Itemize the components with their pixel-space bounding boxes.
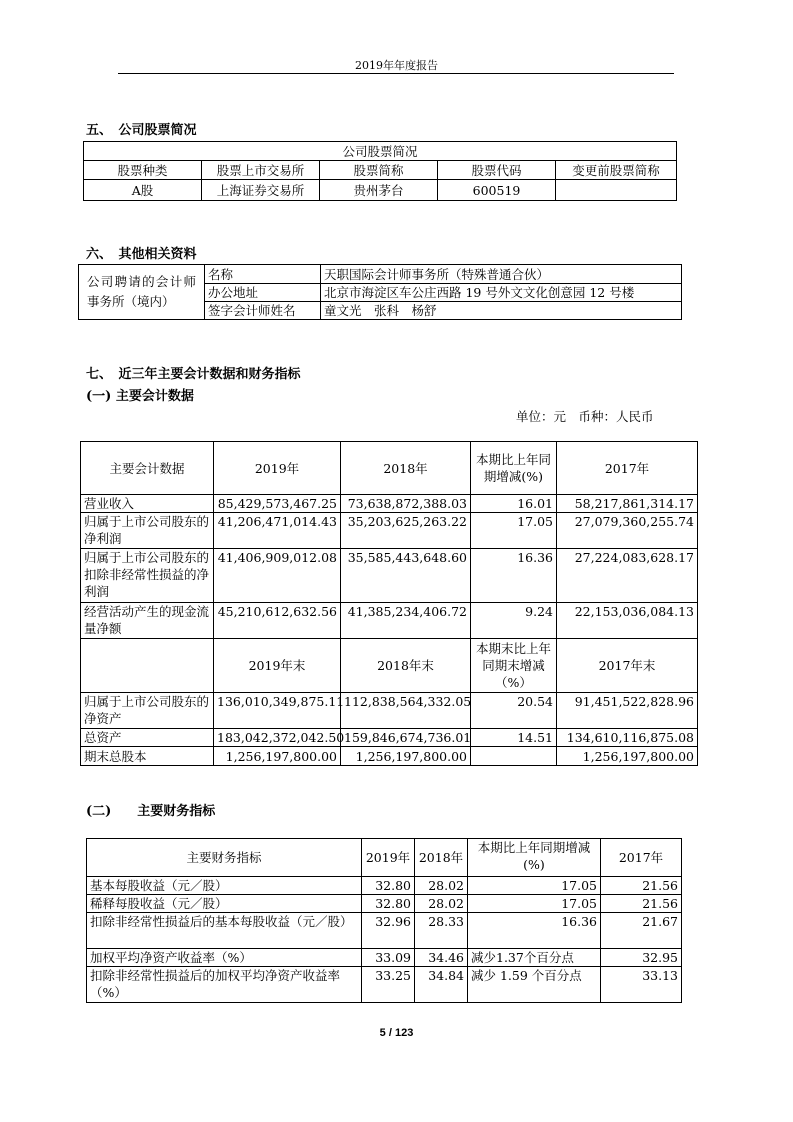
unit-note: 单位：元 币种：人民币: [516, 409, 654, 424]
section5-heading: 五、 公司股票简况: [86, 123, 197, 138]
table-row: [87, 877, 682, 895]
value-cell: 22,153,036,084.13: [557, 603, 698, 639]
value-cell: 33.13: [601, 967, 682, 1003]
row-label: 扣除非经常性损益后的基本每股收益（元／股）: [87, 913, 362, 949]
value-cell: 21.67: [601, 913, 682, 949]
row-label: 稀释每股收益（元／股）: [87, 895, 362, 913]
col-header: 变更前股票简称: [556, 161, 677, 180]
table-row: [81, 729, 698, 747]
table-row: [87, 949, 682, 967]
value-cell: 33.25: [362, 967, 415, 1003]
row-label: 扣除非经常性损益后的加权平均净资产收益率（%）: [87, 967, 362, 1003]
col-header: 主要会计数据: [81, 442, 214, 495]
col-header: [81, 639, 214, 693]
value-cell: 1,256,197,800.00: [214, 747, 341, 766]
col-header: 股票简称: [320, 161, 438, 180]
value-cell: 16.36: [468, 913, 601, 949]
value-cell: 41,406,909,012.08: [214, 549, 341, 603]
value-cell: 134,610,116,875.08: [557, 729, 698, 747]
col-header: 2018年末: [341, 639, 471, 693]
value-cell: 33.09: [362, 949, 415, 967]
value-cell: 183,042,372,042.50: [214, 729, 341, 747]
stock-short-name: 贵州茅台: [320, 180, 438, 201]
table-row: [81, 513, 698, 549]
value-cell: 35,203,625,263.22: [341, 513, 471, 549]
value-cell: 41,385,234,406.72: [341, 603, 471, 639]
section7-heading: 七、 近三年主要会计数据和财务指标: [86, 367, 301, 382]
stock-type: A股: [84, 180, 202, 201]
row-label: 归属于上市公司股东的净利润: [81, 513, 214, 549]
stock-table-header-row: [84, 161, 677, 180]
col-header: 2018年: [415, 839, 468, 877]
value-cell: 45,210,612,632.56: [214, 603, 341, 639]
col-header: 本期比上年同期增减(%): [468, 839, 601, 877]
col-header: 2017年末: [557, 639, 698, 693]
value-cell: 58,217,861,314.17: [557, 495, 698, 513]
section6-heading: 六、 其他相关资料: [86, 247, 197, 262]
report-header-title: 2019年年度报告: [355, 59, 438, 72]
value-cell: 14.51: [471, 729, 557, 747]
row-label: 基本每股收益（元／股）: [87, 877, 362, 895]
stock-table-title: 公司股票简况: [84, 142, 677, 161]
section7-sub2-heading: (二) 主要财务指标: [86, 804, 216, 819]
value-cell: 21.56: [601, 895, 682, 913]
value-cell: 41,206,471,014.43: [214, 513, 341, 549]
value-cell: 1,256,197,800.00: [557, 747, 698, 766]
value-cell: 27,224,083,628.17: [557, 549, 698, 603]
value-cell: 减少1.37个百分点: [468, 949, 601, 967]
accounting-data-table: [80, 441, 698, 766]
value-cell: 35,585,443,648.60: [341, 549, 471, 603]
row-label: 归属于上市公司股东的净资产: [81, 693, 214, 729]
value-cell: 9.24: [471, 603, 557, 639]
value-cell: 34.84: [415, 967, 468, 1003]
auditor-group-label: 公司聘请的会计师事务所（境内）: [79, 265, 205, 320]
col-header: 股票上市交易所: [202, 161, 320, 180]
col-header: 股票代码: [438, 161, 556, 180]
auditor-row-label: 办公地址: [205, 284, 321, 302]
stock-table-row: [84, 180, 677, 201]
value-cell: 28.33: [415, 913, 468, 949]
value-cell: 32.80: [362, 877, 415, 895]
value-cell: 136,010,349,875.11: [214, 693, 341, 729]
row-label: 总资产: [81, 729, 214, 747]
table-row: [87, 967, 682, 1003]
table-header-row: [87, 839, 682, 877]
col-header: 2019年末: [214, 639, 341, 693]
table-row: [81, 549, 698, 603]
auditor-info-table: [78, 264, 682, 320]
col-header: 2019年: [362, 839, 415, 877]
value-cell: 85,429,573,467.25: [214, 495, 341, 513]
table-row: [81, 495, 698, 513]
value-cell: 16.01: [471, 495, 557, 513]
col-header: 主要财务指标: [87, 839, 362, 877]
table-row: [81, 603, 698, 639]
value-cell: 34.46: [415, 949, 468, 967]
row-label: 期末总股本: [81, 747, 214, 766]
row-label: 归属于上市公司股东的扣除非经常性损益的净利润: [81, 549, 214, 603]
value-cell: 32.80: [362, 895, 415, 913]
col-header: 本期末比上年同期末增减（%）: [471, 639, 557, 693]
stock-info-table: [83, 141, 677, 201]
value-cell: 28.02: [415, 877, 468, 895]
table-row: [87, 913, 682, 949]
value-cell: 28.02: [415, 895, 468, 913]
value-cell: 17.05: [471, 513, 557, 549]
auditor-address: 北京市海淀区车公庄西路 19 号外文文化创意园 12 号楼: [321, 284, 682, 302]
value-cell: [471, 747, 557, 766]
auditor-row-label: 名称: [205, 265, 321, 284]
col-header: 2017年: [601, 839, 682, 877]
financial-indicators-table: [86, 838, 682, 1003]
col-header: 股票种类: [84, 161, 202, 180]
auditor-name: 天职国际会计师事务所（特殊普通合伙）: [321, 265, 682, 284]
value-cell: 21.56: [601, 877, 682, 895]
col-header: 2018年: [341, 442, 471, 495]
row-label: 加权平均净资产收益率（%）: [87, 949, 362, 967]
col-header: 2017年: [557, 442, 698, 495]
col-header: 2019年: [214, 442, 341, 495]
table-header-row: [81, 442, 698, 495]
row-label: 经营活动产生的现金流量净额: [81, 603, 214, 639]
value-cell: 20.54: [471, 693, 557, 729]
table-header-row: [81, 639, 698, 693]
value-cell: 32.95: [601, 949, 682, 967]
value-cell: 91,451,522,828.96: [557, 693, 698, 729]
stock-code: 600519: [438, 180, 556, 201]
section7-sub1-heading: (一) 主要会计数据: [86, 389, 194, 404]
auditor-row-label: 签字会计师姓名: [205, 302, 321, 320]
value-cell: 27,079,360,255.74: [557, 513, 698, 549]
value-cell: 1,256,197,800.00: [341, 747, 471, 766]
col-header: 本期比上年同期增减(%): [471, 442, 557, 495]
page-number: 5 / 123: [379, 1027, 414, 1039]
value-cell: 32.96: [362, 913, 415, 949]
row-label: 营业收入: [81, 495, 214, 513]
previous-short-name: [556, 180, 677, 201]
value-cell: 159,846,674,736.01: [341, 729, 471, 747]
value-cell: 17.05: [468, 877, 601, 895]
table-row: [81, 693, 698, 729]
value-cell: 17.05: [468, 895, 601, 913]
value-cell: 16.36: [471, 549, 557, 603]
stock-exchange: 上海证券交易所: [202, 180, 320, 201]
table-row: [87, 895, 682, 913]
header-divider: [118, 73, 674, 74]
auditor-signers: 童文光 张科 杨舒: [321, 302, 682, 320]
value-cell: 112,838,564,332.05: [341, 693, 471, 729]
value-cell: 减少 1.59 个百分点: [468, 967, 601, 1003]
table-row: [81, 747, 698, 766]
value-cell: 73,638,872,388.03: [341, 495, 471, 513]
